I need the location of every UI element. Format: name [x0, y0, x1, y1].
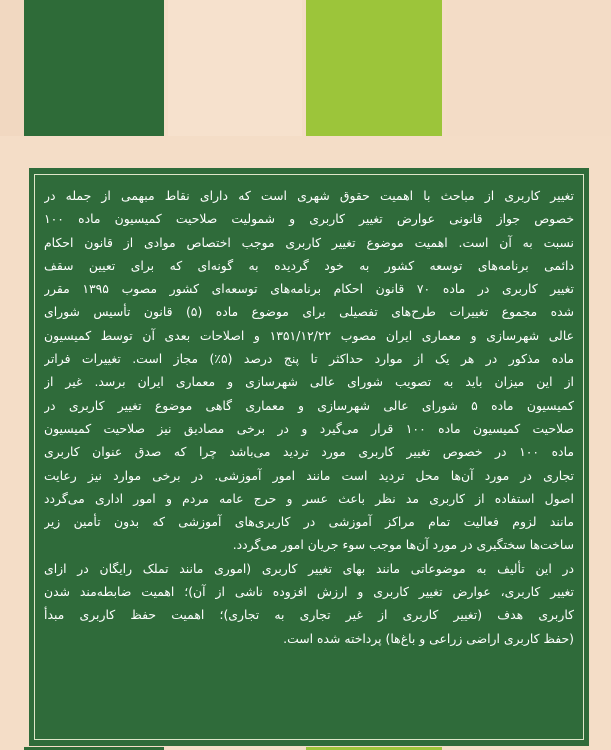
- text-line: شده مجموع تغییرات طرح‌های تفصیلی برای موضوع ماده (۵) قانون تأسیس شورای: [44, 304, 574, 320]
- cover-block-cream: [168, 0, 302, 136]
- text-line: کاربری هدف (تغییر کاربری از غیر تجاری به تجاری)؛ اهمیت حفظ کاربری مبدأ: [44, 607, 574, 623]
- text-line: خصوص جواز قانونی عوارض تغییر کاربری و شمولیت صلاحیت کمیسیون ماده ۱۰۰: [44, 211, 574, 227]
- text-line: تغییر کاربری از مباحث با اهمیت حقوق شهری است که دارای نقاط مبهمی از جمله در: [44, 188, 574, 203]
- cover-block-dark-green: [24, 0, 164, 136]
- text-line: ماده مذکور در هر یک از موارد حداکثر تا پنج درصد (۵٪) مجاز است. تغییرات فراتر: [44, 351, 574, 367]
- text-line: دائمی برنامه‌های توسعه کشور به خود گردیده به گونه‌ای که برای تعیین سقف: [44, 257, 574, 273]
- cover-block-right: [446, 0, 611, 136]
- back-cover-text: [44, 184, 574, 650]
- cover-block-light-green: [306, 0, 442, 136]
- text-line: ماده ۱۰۰ در خصوص تغییر کاربری مورد تردید می‌باشد چرا که صدق عنوان کاربری: [44, 444, 574, 460]
- text-line: ساخت‌ها سختگیری در مورد آن‌ها موجب سوء جریان امور می‌گردد.: [232, 537, 574, 553]
- text-line: اصول استفاده از کاربری مد نظر باعث عسر و حرج عامه مردم و امور اداری می‌گردد: [44, 490, 574, 506]
- text-line: عالی شهرسازی و معماری ایران مصوب ۱۳۵۱/۱۲/۲۲ و اصلاحات بعدی آن توسط کمیسیون: [44, 327, 574, 343]
- text-line: (حفظ کاربری اراضی زراعی و باغ‌ها) پرداخته شده است.: [283, 630, 574, 646]
- text-line: تجاری در مورد آن‌ها محل تردید است مانند امور آموزشی. در برخی موارد نیز رعایت: [44, 467, 574, 483]
- text-line: تغییر کاربری، عوارض تغییر کاربری و ارزش افزوده ناشی از آن)؛ اهمیت ضابطه‌مند شدن: [44, 584, 574, 600]
- paragraph-1: [44, 184, 574, 557]
- text-line: صلاحیت کمیسیون ماده ۱۰۰ قرار می‌گیرد و در برخی مصادیق نیز صلاحیت کمیسیون: [44, 420, 574, 436]
- text-line: تغییر کاربری در ماده ۷۰ قانون احکام برنامه‌های توسعه‌ای کشور مصوب ۱۳۹۵ مقرر: [44, 281, 574, 297]
- text-line: از این میزان باید به تصویب شورای عالی شهرسازی و معماری ایران برسد. غیر از: [44, 374, 574, 390]
- text-line: مانند لزوم فعالیت تمام مراکز آموزشی در کاربری‌های آموزشی که بدون تأمین زیر: [44, 514, 574, 530]
- text-line: در این تألیف به موضوعاتی مانند بهای تغییر کاربری (اموری مانند تملک رایگان در ازای: [44, 560, 574, 576]
- paragraph-2: [44, 557, 574, 650]
- text-line: نسبت به آن است. اهمیت موضوع تغییر کاربری موجب اختصاص موادی از قانون احکام: [44, 234, 574, 250]
- text-line: کمیسیون ماده ۵ شورای عالی شهرسازی و معماری گاهی موضوع تغییر کاربری در: [44, 397, 574, 413]
- cover-stripe-left: [0, 0, 24, 136]
